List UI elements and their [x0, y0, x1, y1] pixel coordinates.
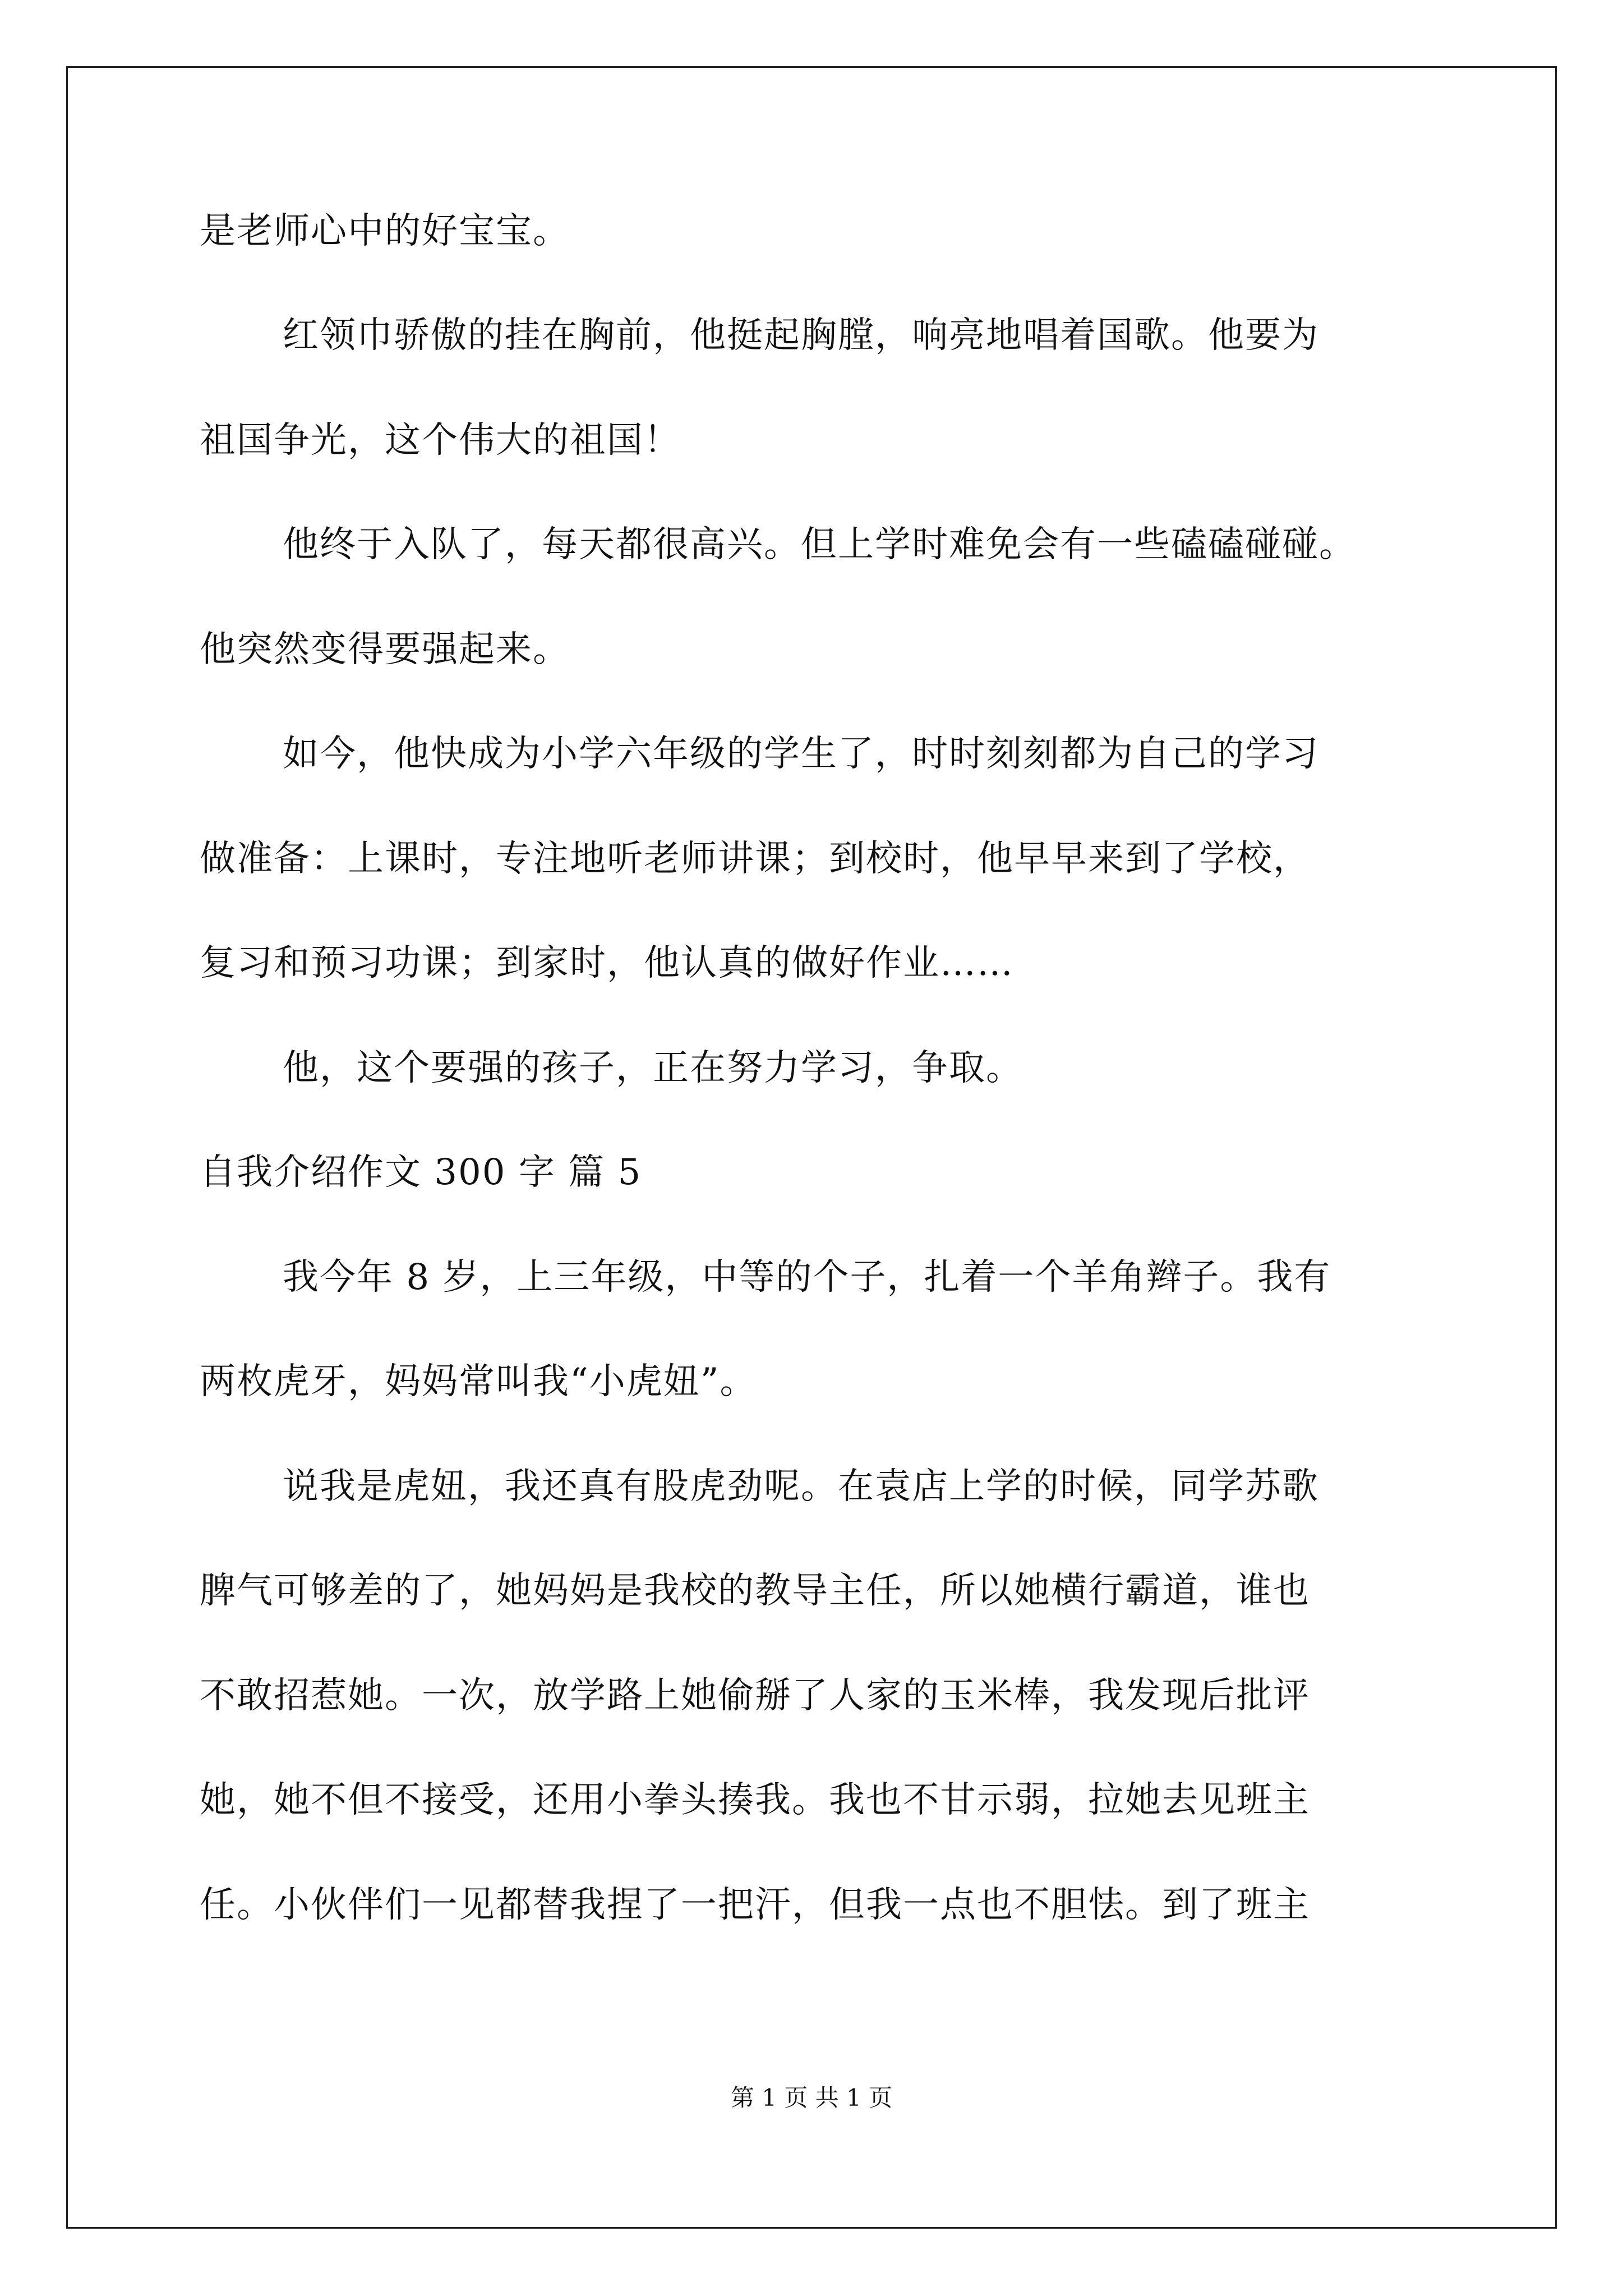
text-line: 是老师心中的好宝宝。: [200, 210, 570, 252]
text-line: 任。小伙伴们一见都替我捏了一把汗，但我一点也不胆怯。到了班主: [200, 1884, 1310, 1926]
text-line: 做准备：上课时，专注地听老师讲课；到校时，他早早来到了学校，: [200, 838, 1310, 880]
page-footer: 第 1 页 共 1 页: [730, 2084, 893, 2111]
paragraph-start: 他终于入队了，每天都很高兴。但上学时难免会有一些磕磕碰碰。: [283, 524, 1356, 565]
paragraph-start: 如今，他快成为小学六年级的学生了，时时刻刻都为自己的学习: [283, 733, 1319, 775]
text-line: 祖国争光，这个伟大的祖国！: [200, 420, 681, 461]
text-line: 他突然变得要强起来。: [200, 629, 570, 670]
text-line: 复习和预习功课；到家时，他认真的做好作业……: [200, 942, 1014, 984]
text-line: 脾气可够差的了，她妈妈是我校的教导主任，所以她横行霸道，谁也: [200, 1570, 1310, 1612]
paragraph-start: 我今年 8 岁，上三年级，中等的个子，扎着一个羊角辫子。我有: [283, 1257, 1331, 1298]
paragraph-start: 他，这个要强的孩子，正在努力学习，争取。: [283, 1047, 1023, 1089]
text-line: 不敢招惹她。一次，放学路上她偷掰了人家的玉米棒，我发现后批评: [200, 1675, 1310, 1717]
text-line: 两枚虎牙，妈妈常叫我“小虎妞”。: [200, 1361, 757, 1402]
paragraph-start: 红领巾骄傲的挂在胸前，他挺起胸膛，响亮地唱着国歌。他要为: [283, 315, 1319, 356]
text-line: 她，她不但不接受，还用小拳头揍我。我也不甘示弱，拉她去见班主: [200, 1779, 1310, 1821]
paragraph-start: 说我是虎妞，我还真有股虎劲呢。在袁店上学的时候，同学苏歌: [283, 1466, 1319, 1507]
section-heading: 自我介绍作文 300 字 篇 5: [200, 1152, 642, 1193]
